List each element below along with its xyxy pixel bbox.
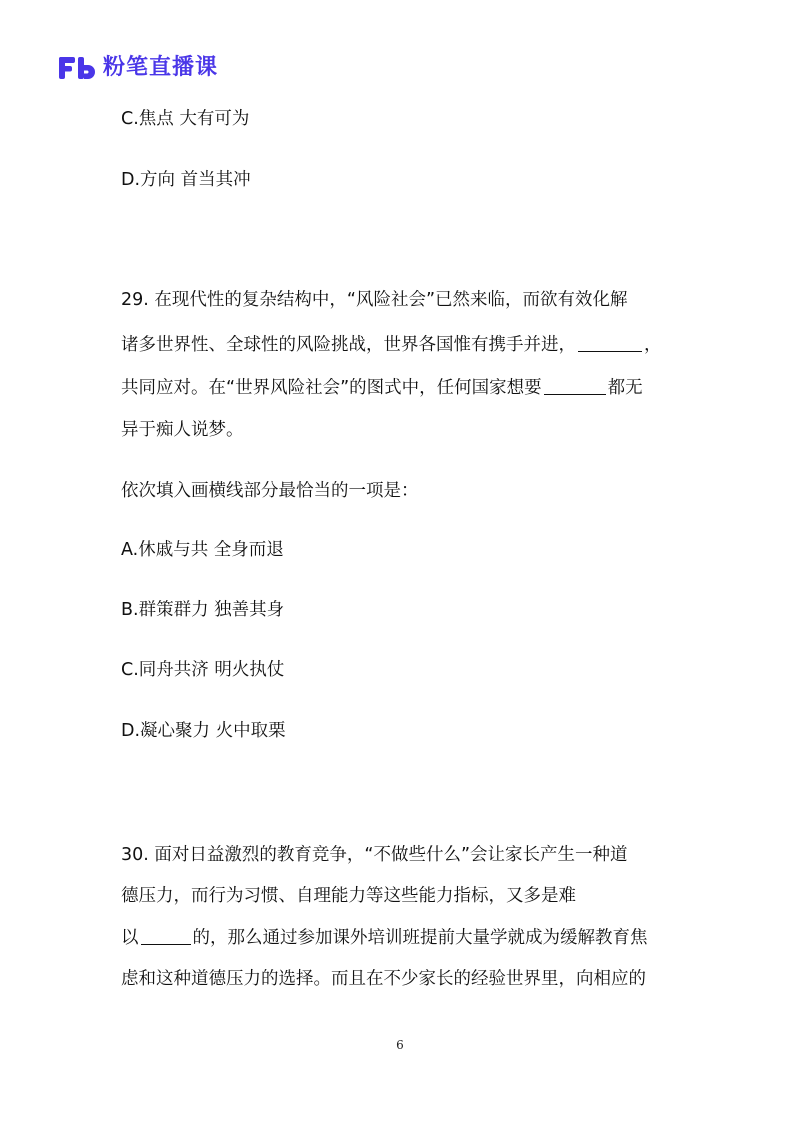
q29-stem-line-2-text: 诸多世界性、全球性的风险挑战，世界各国惟有携手并进， [121,335,576,355]
q29-blank-1 [578,350,642,352]
q30-blank-1 [141,943,191,945]
q30-stem-line-3 [121,926,648,950]
q30-stem-line-1: 30. 面对日益激烈的教育竞争，“不做些什么”会让家长产生一种道 [121,845,628,865]
q29-option-d: D.凝心聚力 火中取栗 [121,721,286,741]
q29-stem-line-2 [121,333,662,357]
q29-option-b: B.群策群力 独善其身 [121,600,285,620]
q30-stem-line-3-head: 以 [121,928,139,948]
q29-stem-line-3-text: 共同应对。在“世界风险社会”的图式中，任何国家想要 [121,378,542,398]
brand-title: 粉笔直播课 [103,55,219,80]
q29-stem-line-3-tail: 都无 [607,378,643,398]
page-header [57,52,218,84]
q30-stem-line-2: 德压力，而行为习惯、自理能力等这些能力指标，又多是难 [121,886,576,906]
q29-instruction: 依次填入画横线部分最恰当的一项是： [121,481,419,501]
q29-stem-line-2-tail: ， [644,335,662,355]
page-number: 6 [396,1038,404,1052]
q29-stem-line-1: 29. 在现代性的复杂结构中，“风险社会”已然来临，而欲有效化解 [121,290,628,310]
q29-option-c: C.同舟共济 明火执仗 [121,660,285,680]
q29-option-a: A.休戚与共 全身而退 [121,540,284,560]
fenbi-logo-icon [57,54,97,82]
q30-stem-line-4: 虑和这种道德压力的选择。而且在不少家长的经验世界里，向相应的 [121,969,646,989]
q28-option-c: C.焦点 大有可为 [121,109,250,129]
q29-blank-2 [544,393,606,395]
q30-stem-line-3-text: 的，那么通过参加课外培训班提前大量学就成为缓解教育焦 [192,928,648,948]
q29-stem-line-4: 异于痴人说梦。 [121,420,244,440]
q29-stem-line-3 [121,376,643,400]
q28-option-d: D.方向 首当其冲 [121,170,251,190]
